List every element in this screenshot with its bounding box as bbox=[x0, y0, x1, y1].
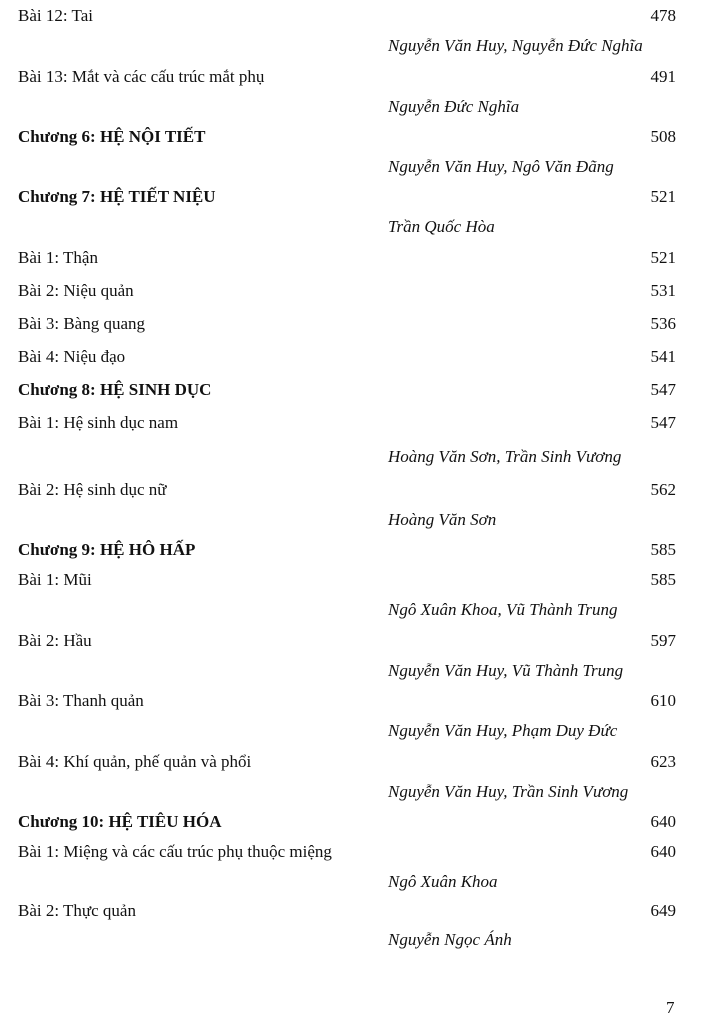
lesson-entry bbox=[18, 410, 676, 436]
entry-page-number: 640 bbox=[650, 812, 676, 831]
entry-page-number: 585 bbox=[650, 540, 676, 559]
lesson-title: Bài 4: Khí quản, phế quản và phổi bbox=[18, 752, 252, 771]
entry-page-number: 536 bbox=[650, 314, 676, 333]
entry-page-number: 547 bbox=[650, 413, 676, 432]
lesson-entry bbox=[18, 898, 676, 924]
chapter-title: Chương 8: HỆ SINH DỤC bbox=[18, 380, 212, 399]
entry-page-number: 623 bbox=[650, 752, 676, 771]
lesson-title: Bài 1: Thận bbox=[18, 248, 98, 267]
page-number: 7 bbox=[666, 998, 675, 1017]
lesson-entry bbox=[18, 311, 676, 337]
chapter-title: Chương 9: HỆ HÔ HẤP bbox=[18, 540, 196, 559]
chapter-entry bbox=[18, 809, 676, 835]
lesson-title: Bài 2: Thực quản bbox=[18, 901, 136, 920]
lesson-entry bbox=[18, 688, 676, 714]
chapter-title: Chương 10: HỆ TIÊU HÓA bbox=[18, 812, 222, 831]
entry-page-number: 610 bbox=[650, 691, 676, 710]
lesson-entry bbox=[18, 839, 676, 865]
lesson-entry bbox=[18, 3, 676, 29]
entry-page-number: 478 bbox=[650, 6, 676, 25]
author-line: Hoàng Văn Sơn, Trần Sinh Vương bbox=[388, 447, 622, 466]
author-line: Nguyễn Văn Huy, Phạm Duy Đức bbox=[388, 721, 618, 740]
author-line: Ngô Xuân Khoa bbox=[388, 872, 498, 891]
lesson-entry bbox=[18, 344, 676, 370]
entry-page-number: 547 bbox=[650, 380, 676, 399]
author-line: Nguyễn Ngọc Ánh bbox=[388, 930, 512, 949]
lesson-title: Bài 4: Niệu đạo bbox=[18, 347, 126, 366]
entry-page-number: 531 bbox=[650, 281, 676, 300]
lesson-entry bbox=[18, 64, 676, 90]
lesson-title: Bài 2: Hệ sinh dục nữ bbox=[18, 480, 167, 499]
author-line: Ngô Xuân Khoa, Vũ Thành Trung bbox=[388, 600, 618, 619]
chapter-entry bbox=[18, 377, 676, 403]
chapter-title: Chương 7: HỆ TIẾT NIỆU bbox=[18, 187, 216, 206]
lesson-entry bbox=[18, 245, 676, 271]
author-line: Nguyễn Văn Huy, Vũ Thành Trung bbox=[388, 661, 624, 680]
lesson-entry bbox=[18, 567, 676, 593]
lesson-entry bbox=[18, 278, 676, 304]
lesson-title: Bài 1: Miệng và các cấu trúc phụ thuộc miệng bbox=[18, 842, 332, 861]
author-line: Nguyễn Văn Huy, Ngô Văn Đãng bbox=[388, 157, 614, 176]
entry-page-number: 541 bbox=[650, 347, 676, 366]
lesson-entry bbox=[18, 628, 676, 654]
author-line: Nguyễn Văn Huy, Nguyễn Đức Nghĩa bbox=[388, 36, 643, 55]
author-line: Trần Quốc Hòa bbox=[388, 217, 495, 236]
entry-page-number: 491 bbox=[650, 67, 676, 86]
lesson-title: Bài 13: Mắt và các cấu trúc mắt phụ bbox=[18, 67, 265, 86]
author-line: Nguyễn Văn Huy, Trần Sinh Vương bbox=[388, 782, 629, 801]
author-line: Hoàng Văn Sơn bbox=[388, 510, 497, 529]
lesson-title: Bài 1: Hệ sinh dục nam bbox=[18, 413, 179, 432]
chapter-title: Chương 6: HỆ NỘI TIẾT bbox=[18, 127, 206, 146]
entry-page-number: 649 bbox=[650, 901, 676, 920]
entry-page-number: 597 bbox=[650, 631, 676, 650]
lesson-title: Bài 12: Tai bbox=[18, 6, 93, 25]
lesson-entry bbox=[18, 477, 676, 503]
chapter-entry bbox=[18, 184, 676, 210]
entry-page-number: 521 bbox=[650, 248, 676, 267]
lesson-title: Bài 3: Bàng quang bbox=[18, 314, 146, 333]
chapter-entry bbox=[18, 537, 676, 563]
entry-page-number: 562 bbox=[650, 480, 676, 499]
author-line: Nguyễn Đức Nghĩa bbox=[388, 97, 520, 116]
entry-page-number: 640 bbox=[650, 842, 676, 861]
lesson-title: Bài 2: Hầu bbox=[18, 631, 92, 650]
lesson-title: Bài 2: Niệu quản bbox=[18, 281, 134, 300]
chapter-entry bbox=[18, 124, 676, 150]
entry-page-number: 521 bbox=[650, 187, 676, 206]
lesson-entry bbox=[18, 749, 676, 775]
entry-page-number: 508 bbox=[650, 127, 676, 146]
lesson-title: Bài 1: Mũi bbox=[18, 570, 92, 589]
lesson-title: Bài 3: Thanh quản bbox=[18, 691, 144, 710]
entry-page-number: 585 bbox=[650, 570, 676, 589]
